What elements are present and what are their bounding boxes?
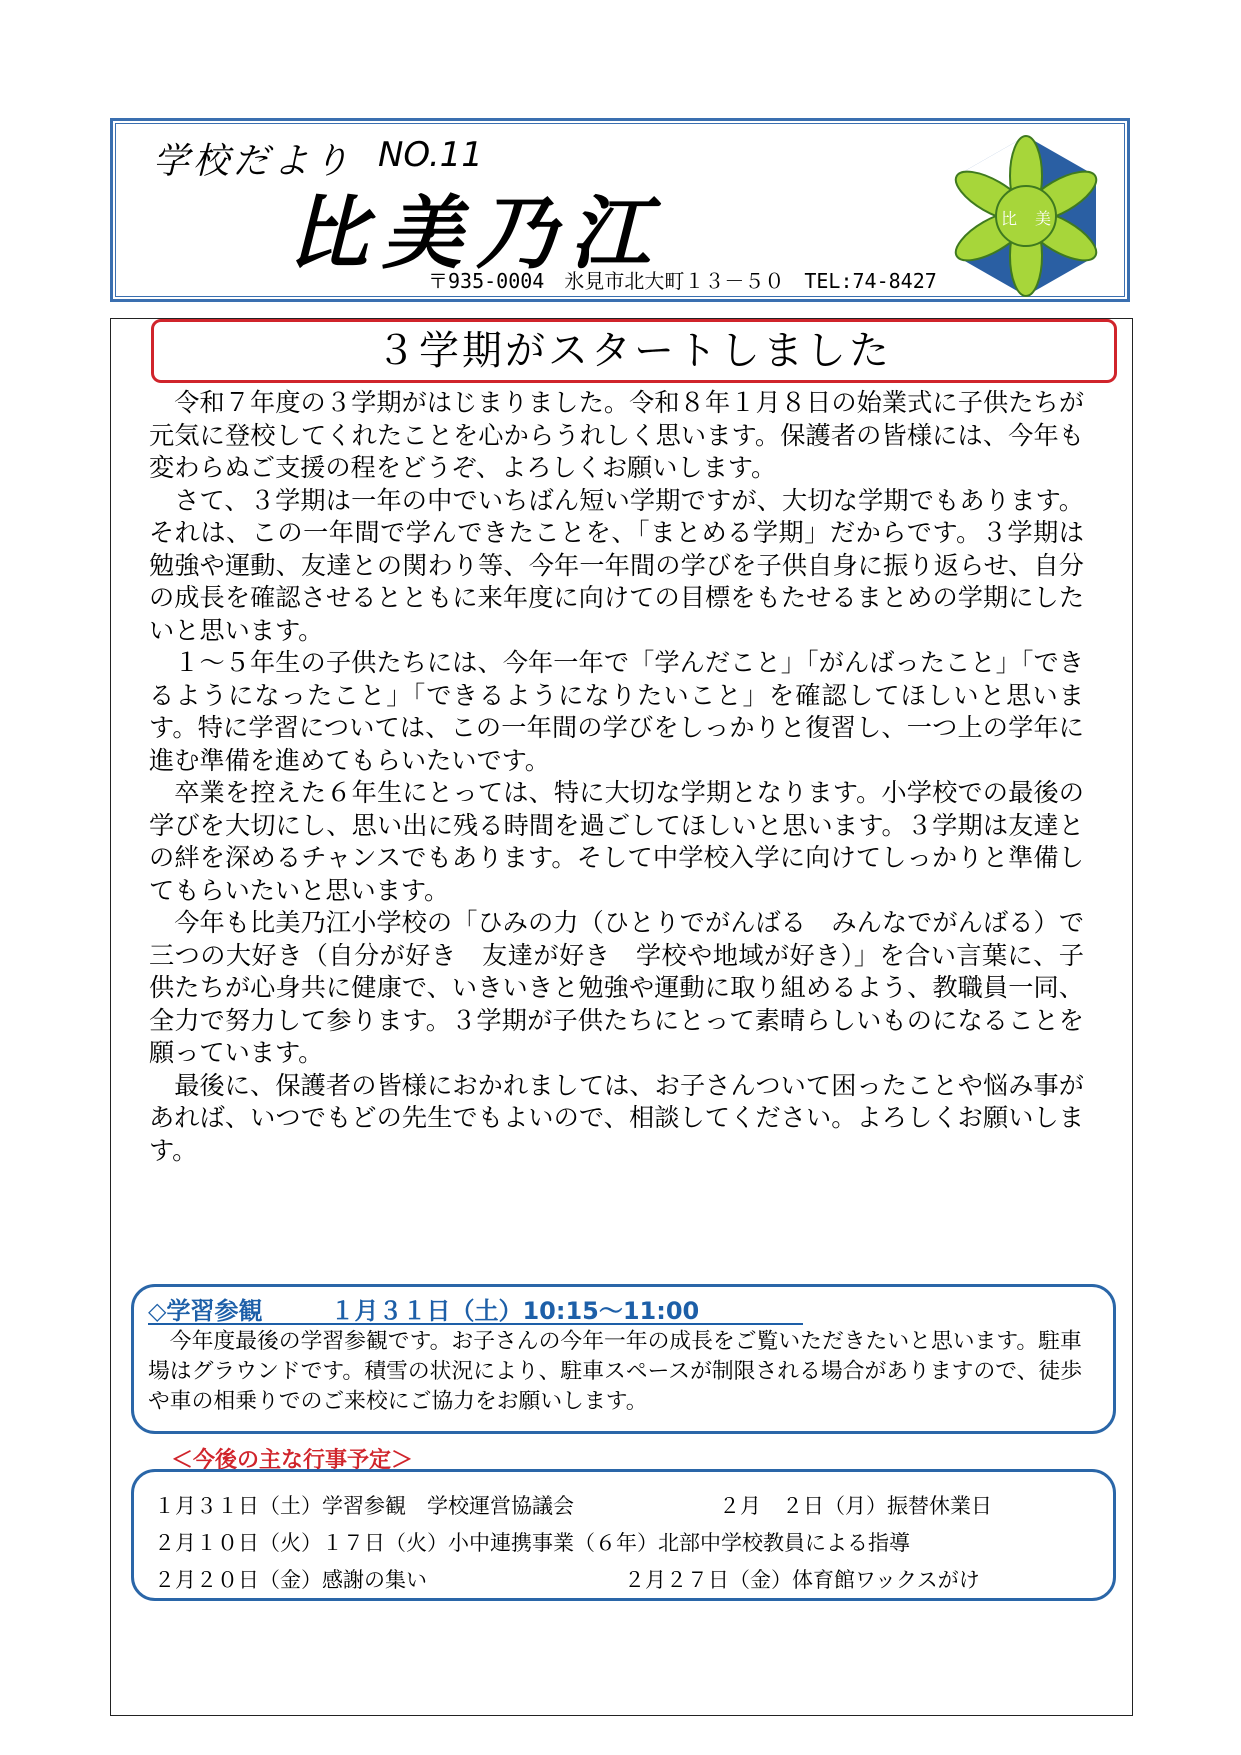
- logo-char-left: 比: [1000, 209, 1018, 228]
- diamond-icon: ◇: [148, 1297, 167, 1325]
- schedule-row: [154, 1490, 992, 1520]
- event-datetime: １月３１日（土）10:15～11:00: [330, 1297, 700, 1325]
- event-heading-underline: [148, 1323, 803, 1325]
- article-paragraph: 最後に、保護者の皆様におかれましては、お子さんついて困ったことや悩み事があれば、いつでもどの先生でもよいので、相談してください。よろしくお願いします。: [149, 1070, 1084, 1165]
- article-body: [149, 387, 1084, 1167]
- newsletter-label: 学校だより: [153, 141, 354, 182]
- logo-char-right: 美: [1034, 209, 1052, 228]
- event-box: [131, 1284, 1116, 1434]
- schedule-item: ２月２０日（金）感謝の集い: [154, 1568, 427, 1592]
- school-address: 〒935-0004 氷見市北大町１３－５０ TEL:74-8427: [428, 269, 937, 293]
- schedule-title: ＜今後の主な行事予定＞: [171, 1448, 414, 1473]
- event-name: 学習参観: [166, 1297, 263, 1325]
- main-content-box: [110, 318, 1133, 1716]
- article-paragraph: １～５年生の子供たちには、今年一年で「学んだこと」「がんばったこと」「できるようになったこと」「できるようになりたいこと」を確認してほしいと思います。特に学習については、この一年間の学びをしっかりと復習し、一つ上の学年に進む準備を進めてもらいたいです。: [149, 648, 1084, 775]
- schedule-box: [131, 1469, 1116, 1601]
- schedule-row: [154, 1527, 910, 1557]
- newsletter-title: 比美乃江: [288, 186, 664, 280]
- schedule-item: ２月 ２日（月）振替休業日: [719, 1494, 992, 1518]
- schedule-item: ２月１０日（火）１７日（火）小中連携事業（６年）北部中学校教員による指導: [154, 1531, 910, 1555]
- event-text: 今年度最後の学習参観です。お子さんの今年一年の成長をご覧いただきたいと思います。駐車場はグラウンドです。積雪の状況により、駐車スペースが制限される場合がありますので、徒歩や車の相乗りでのご来校にご協力をお願いします。: [148, 1329, 1082, 1414]
- article-paragraph: さて、３学期は一年の中でいちばん短い学期ですが、大切な学期でもあります。それは、この一年間で学んできたことを、「まとめる学期」だからです。３学期は勉強や運動、友達との関わり等、今年一年間の学びを子供自身に振り返らせ、自分の成長を確認させるとともに来年度に向けての目標をもたせるまとめの学期にしたいと思います。: [149, 485, 1084, 645]
- newsletter-header: [110, 118, 1130, 302]
- school-emblem-icon: [941, 131, 1111, 301]
- article-paragraph: 卒業を控えた６年生にとっては、特に大切な学期となります。小学校での最後の学びを大切にし、思い出に残る時間を過ごしてほしいと思います。３学期は友達との絆を深めるチャンスでもあります。そして中学校入学に向けてしっかりと準備してもらいたいと思います。: [149, 778, 1084, 905]
- schedule-row: [154, 1564, 980, 1594]
- event-heading: [148, 1291, 699, 1326]
- issue-number: NO.11: [378, 135, 483, 175]
- schedule-item: ２月２７日（金）体育館ワックスがけ: [624, 1568, 980, 1592]
- schedule-item: １月３１日（土）学習参観 学校運営協議会: [154, 1494, 574, 1518]
- article-title: ３学期がスタートしました: [151, 319, 1117, 383]
- article-paragraph: 令和７年度の３学期がはじまりました。令和８年１月８日の始業式に子供たちが元気に登校してくれたことを心からうれしく思います。保護者の皆様には、今年も変わらぬご支援の程をどうぞ、よろしくお願いします。: [149, 388, 1084, 482]
- article-paragraph: 今年も比美乃江小学校の「ひみの力（ひとりでがんばる みんなでがんばる）で三つの大好き（自分が好き 友達が好き 学校や地域が好き）」を合い言葉に、子供たちが心身共に健康で、いきいきと勉強や運動に取り組めるよう、教職員一同、全力で努力して参ります。３学期が子供たちにとって素晴らしいものになることを願っています。: [149, 908, 1084, 1067]
- event-description: [148, 1327, 1093, 1417]
